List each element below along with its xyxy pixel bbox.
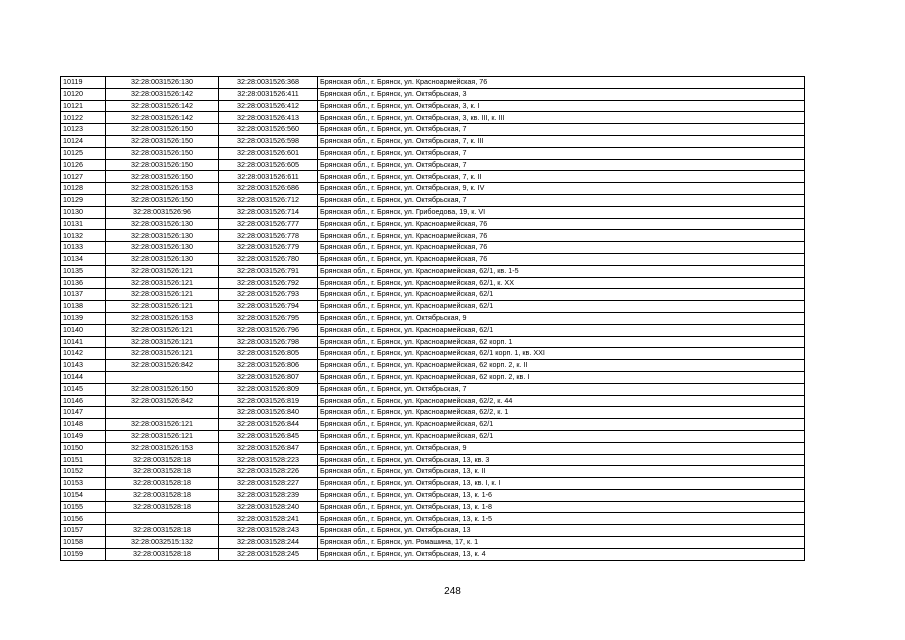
cell-object-cadastral-number: 32:28:0031526:798 [219,336,318,348]
cell-address: Брянская обл., г. Брянск, ул. Красноармейская, 62/1 [318,301,805,313]
cell-object-cadastral-number: 32:28:0031528:245 [219,548,318,560]
cell-object-cadastral-number: 32:28:0031526:819 [219,395,318,407]
cell-object-cadastral-number: 32:28:0031526:712 [219,194,318,206]
cell-object-cadastral-number: 32:28:0031528:241 [219,513,318,525]
table-row [61,230,805,242]
cell-row-number: 10143 [61,360,106,372]
cell-row-number: 10142 [61,348,106,360]
cell-quarter-cadastral-number: 32:28:0031528:18 [106,525,219,537]
table-row [61,112,805,124]
registry-table [60,76,805,561]
cell-quarter-cadastral-number [106,407,219,419]
cell-row-number: 10130 [61,206,106,218]
cell-quarter-cadastral-number: 32:28:0031526:121 [106,289,219,301]
cell-quarter-cadastral-number: 32:28:0031526:150 [106,147,219,159]
cell-object-cadastral-number: 32:28:0031528:240 [219,501,318,513]
cell-quarter-cadastral-number: 32:28:0031526:153 [106,312,219,324]
table-row [61,124,805,136]
table-row [61,454,805,466]
cell-object-cadastral-number: 32:28:0031526:795 [219,312,318,324]
cell-quarter-cadastral-number: 32:28:0031526:121 [106,336,219,348]
cell-object-cadastral-number: 32:28:0031526:560 [219,124,318,136]
cell-address: Брянская обл., г. Брянск, ул. Октябрьская, 13, к. 1-8 [318,501,805,513]
cell-row-number: 10133 [61,242,106,254]
cell-object-cadastral-number: 32:28:0031528:223 [219,454,318,466]
table-row [61,548,805,560]
cell-row-number: 10146 [61,395,106,407]
cell-row-number: 10134 [61,253,106,265]
cell-address: Брянская обл., г. Брянск, ул. Октябрьская, 13, к. 1-6 [318,489,805,501]
table-row [61,371,805,383]
cell-row-number: 10145 [61,383,106,395]
cell-address: Брянская обл., г. Брянск, ул. Октябрьская, 3 [318,88,805,100]
cell-row-number: 10137 [61,289,106,301]
cell-row-number: 10119 [61,77,106,89]
cell-address: Брянская обл., г. Брянск, ул. Красноармейская, 62 корп. 1 [318,336,805,348]
cell-quarter-cadastral-number: 32:28:0031528:18 [106,489,219,501]
table-row [61,407,805,419]
cell-row-number: 10159 [61,548,106,560]
cell-row-number: 10141 [61,336,106,348]
registry-table-body [61,77,805,561]
cell-row-number: 10156 [61,513,106,525]
cell-address: Брянская обл., г. Брянск, ул. Октябрьская, 9 [318,442,805,454]
table-row [61,277,805,289]
cell-object-cadastral-number: 32:28:0031526:777 [219,218,318,230]
cell-row-number: 10154 [61,489,106,501]
cell-quarter-cadastral-number: 32:28:0031526:150 [106,124,219,136]
cell-quarter-cadastral-number: 32:28:0031526:150 [106,159,219,171]
cell-object-cadastral-number: 32:28:0031526:412 [219,100,318,112]
table-row [61,537,805,549]
cell-object-cadastral-number: 32:28:0031526:605 [219,159,318,171]
cell-address: Брянская обл., г. Брянск, ул. Красноармейская, 62/2, к. 1 [318,407,805,419]
cell-quarter-cadastral-number: 32:28:0031526:121 [106,324,219,336]
cell-address: Брянская обл., г. Брянск, ул. Октябрьская, 13, к. II [318,466,805,478]
cell-quarter-cadastral-number: 32:28:0032515:132 [106,537,219,549]
cell-object-cadastral-number: 32:28:0031528:243 [219,525,318,537]
cell-address: Брянская обл., г. Брянск, ул. Октябрьская, 7, к. III [318,135,805,147]
cell-address: Брянская обл., г. Брянск, ул. Красноармейская, 62/2, к. 44 [318,395,805,407]
table-row [61,147,805,159]
cell-object-cadastral-number: 32:28:0031526:847 [219,442,318,454]
cell-quarter-cadastral-number: 32:28:0031526:130 [106,77,219,89]
cell-object-cadastral-number: 32:28:0031528:227 [219,478,318,490]
cell-quarter-cadastral-number: 32:28:0031528:18 [106,501,219,513]
table-row [61,159,805,171]
cell-object-cadastral-number: 32:28:0031526:413 [219,112,318,124]
cell-row-number: 10152 [61,466,106,478]
cell-address: Брянская обл., г. Брянск, ул. Грибоедова, 19, к. VI [318,206,805,218]
cell-object-cadastral-number: 32:28:0031526:806 [219,360,318,372]
cell-address: Брянская обл., г. Брянск, ул. Октябрьская, 9 [318,312,805,324]
cell-quarter-cadastral-number: 32:28:0031526:121 [106,265,219,277]
cell-row-number: 10131 [61,218,106,230]
table-row [61,466,805,478]
cell-row-number: 10147 [61,407,106,419]
cell-quarter-cadastral-number: 32:28:0031526:842 [106,360,219,372]
cell-object-cadastral-number: 32:28:0031526:792 [219,277,318,289]
table-row [61,206,805,218]
cell-address: Брянская обл., г. Брянск, ул. Красноармейская, 62/1 [318,430,805,442]
cell-object-cadastral-number: 32:28:0031526:714 [219,206,318,218]
cell-object-cadastral-number: 32:28:0031526:686 [219,183,318,195]
cell-quarter-cadastral-number: 32:28:0031526:150 [106,135,219,147]
cell-object-cadastral-number: 32:28:0031526:778 [219,230,318,242]
cell-quarter-cadastral-number: 32:28:0031526:130 [106,218,219,230]
cell-row-number: 10126 [61,159,106,171]
cell-address: Брянская обл., г. Брянск, ул. Октябрьская, 7 [318,159,805,171]
table-row [61,265,805,277]
table-row [61,324,805,336]
cell-quarter-cadastral-number: 32:28:0031526:842 [106,395,219,407]
table-row [61,336,805,348]
cell-address: Брянская обл., г. Брянск, ул. Октябрьская, 13, кв. 3 [318,454,805,466]
cell-address: Брянская обл., г. Брянск, ул. Красноармейская, 76 [318,230,805,242]
cell-quarter-cadastral-number: 32:28:0031528:18 [106,478,219,490]
table-row [61,489,805,501]
table-row [61,135,805,147]
cell-quarter-cadastral-number: 32:28:0031526:153 [106,183,219,195]
cell-address: Брянская обл., г. Брянск, ул. Красноармейская, 76 [318,218,805,230]
cell-quarter-cadastral-number: 32:28:0031526:142 [106,88,219,100]
cell-object-cadastral-number: 32:28:0031528:226 [219,466,318,478]
cell-address: Брянская обл., г. Брянск, ул. Октябрьская, 3, к. I [318,100,805,112]
cell-object-cadastral-number: 32:28:0031526:780 [219,253,318,265]
table-row [61,312,805,324]
cell-address: Брянская обл., г. Брянск, ул. Октябрьская, 13 [318,525,805,537]
cell-quarter-cadastral-number: 32:28:0031526:150 [106,171,219,183]
table-row [61,289,805,301]
cell-row-number: 10124 [61,135,106,147]
table-row [61,478,805,490]
cell-row-number: 10136 [61,277,106,289]
cell-row-number: 10153 [61,478,106,490]
table-row [61,442,805,454]
cell-quarter-cadastral-number: 32:28:0031526:150 [106,194,219,206]
cell-address: Брянская обл., г. Брянск, ул. Ромашина, 17, к. 1 [318,537,805,549]
cell-row-number: 10132 [61,230,106,242]
table-row [61,88,805,100]
cell-row-number: 10151 [61,454,106,466]
table-row [61,383,805,395]
cell-address: Брянская обл., г. Брянск, ул. Октябрьская, 3, кв. III, к. III [318,112,805,124]
cell-quarter-cadastral-number: 32:28:0031526:153 [106,442,219,454]
cell-address: Брянская обл., г. Брянск, ул. Красноармейская, 76 [318,242,805,254]
cell-address: Брянская обл., г. Брянск, ул. Красноармейская, 62/1 корп. 1, кв. XXI [318,348,805,360]
cell-row-number: 10129 [61,194,106,206]
cell-row-number: 10140 [61,324,106,336]
cell-quarter-cadastral-number: 32:28:0031526:142 [106,112,219,124]
cell-address: Брянская обл., г. Брянск, ул. Красноармейская, 62 корп. 2, к. II [318,360,805,372]
cell-object-cadastral-number: 32:28:0031526:611 [219,171,318,183]
cell-row-number: 10125 [61,147,106,159]
cell-quarter-cadastral-number: 32:28:0031526:130 [106,253,219,265]
table-row [61,301,805,313]
cell-object-cadastral-number: 32:28:0031526:791 [219,265,318,277]
cell-row-number: 10149 [61,430,106,442]
cell-quarter-cadastral-number: 32:28:0031526:121 [106,419,219,431]
cell-object-cadastral-number: 32:28:0031528:244 [219,537,318,549]
cell-row-number: 10123 [61,124,106,136]
cell-address: Брянская обл., г. Брянск, ул. Красноармейская, 62/1 [318,419,805,431]
cell-quarter-cadastral-number: 32:28:0031526:130 [106,230,219,242]
cell-quarter-cadastral-number [106,371,219,383]
table-row [61,501,805,513]
cell-row-number: 10135 [61,265,106,277]
cell-address: Брянская обл., г. Брянск, ул. Красноармейская, 62 корп. 2, кв. I [318,371,805,383]
cell-object-cadastral-number: 32:28:0031526:368 [219,77,318,89]
cell-address: Брянская обл., г. Брянск, ул. Красноармейская, 76 [318,77,805,89]
cell-object-cadastral-number: 32:28:0031526:844 [219,419,318,431]
cell-quarter-cadastral-number: 32:28:0031526:121 [106,430,219,442]
cell-row-number: 10120 [61,88,106,100]
cell-address: Брянская обл., г. Брянск, ул. Октябрьская, 7 [318,124,805,136]
cell-object-cadastral-number: 32:28:0031526:794 [219,301,318,313]
cell-row-number: 10157 [61,525,106,537]
cell-address: Брянская обл., г. Брянск, ул. Октябрьская, 13, кв. I, к. I [318,478,805,490]
cell-quarter-cadastral-number: 32:28:0031526:142 [106,100,219,112]
cell-address: Брянская обл., г. Брянск, ул. Красноармейская, 62/1, кв. 1-5 [318,265,805,277]
cell-address: Брянская обл., г. Брянск, ул. Красноармейская, 76 [318,253,805,265]
cell-row-number: 10121 [61,100,106,112]
cell-object-cadastral-number: 32:28:0031526:793 [219,289,318,301]
cell-address: Брянская обл., г. Брянск, ул. Октябрьская, 13, к. 4 [318,548,805,560]
cell-quarter-cadastral-number: 32:28:0031528:18 [106,466,219,478]
cell-object-cadastral-number: 32:28:0031526:598 [219,135,318,147]
cell-object-cadastral-number: 32:28:0031526:845 [219,430,318,442]
cell-address: Брянская обл., г. Брянск, ул. Октябрьская, 7 [318,383,805,395]
cell-address: Брянская обл., г. Брянск, ул. Красноармейская, 62/1 [318,289,805,301]
table-row [61,395,805,407]
cell-object-cadastral-number: 32:28:0031526:779 [219,242,318,254]
cell-object-cadastral-number: 32:28:0031526:411 [219,88,318,100]
cell-address: Брянская обл., г. Брянск, ул. Октябрьская, 7 [318,194,805,206]
cell-address: Брянская обл., г. Брянск, ул. Октябрьская, 9, к. IV [318,183,805,195]
table-row [61,513,805,525]
cell-quarter-cadastral-number: 32:28:0031528:18 [106,548,219,560]
cell-row-number: 10122 [61,112,106,124]
cell-address: Брянская обл., г. Брянск, ул. Красноармейская, 62/1 [318,324,805,336]
cell-row-number: 10150 [61,442,106,454]
cell-quarter-cadastral-number: 32:28:0031526:121 [106,301,219,313]
cell-quarter-cadastral-number: 32:28:0031526:130 [106,242,219,254]
table-row [61,77,805,89]
cell-address: Брянская обл., г. Брянск, ул. Октябрьская, 7, к. II [318,171,805,183]
cell-object-cadastral-number: 32:28:0031526:601 [219,147,318,159]
table-row [61,430,805,442]
table-row [61,360,805,372]
cell-object-cadastral-number: 32:28:0031526:807 [219,371,318,383]
cell-quarter-cadastral-number: 32:28:0031526:121 [106,277,219,289]
table-row [61,348,805,360]
cell-quarter-cadastral-number: 32:28:0031526:121 [106,348,219,360]
cell-row-number: 10139 [61,312,106,324]
cell-quarter-cadastral-number [106,513,219,525]
cell-object-cadastral-number: 32:28:0031526:809 [219,383,318,395]
cell-object-cadastral-number: 32:28:0031528:239 [219,489,318,501]
cell-address: Брянская обл., г. Брянск, ул. Октябрьская, 13, к. 1-5 [318,513,805,525]
cell-row-number: 10127 [61,171,106,183]
cell-row-number: 10144 [61,371,106,383]
cell-address: Брянская обл., г. Брянск, ул. Октябрьская, 7 [318,147,805,159]
cell-row-number: 10148 [61,419,106,431]
table-row [61,171,805,183]
page-number: 248 [444,586,461,597]
table-row [61,525,805,537]
cell-quarter-cadastral-number: 32:28:0031526:96 [106,206,219,218]
table-row [61,253,805,265]
cell-row-number: 10158 [61,537,106,549]
table-row [61,194,805,206]
table-row [61,419,805,431]
cell-object-cadastral-number: 32:28:0031526:796 [219,324,318,336]
cell-address: Брянская обл., г. Брянск, ул. Красноармейская, 62/1, к. XX [318,277,805,289]
table-row [61,218,805,230]
cell-row-number: 10155 [61,501,106,513]
cell-quarter-cadastral-number: 32:28:0031528:18 [106,454,219,466]
table-row [61,242,805,254]
table-row [61,183,805,195]
cell-row-number: 10128 [61,183,106,195]
cell-quarter-cadastral-number: 32:28:0031526:150 [106,383,219,395]
cell-row-number: 10138 [61,301,106,313]
table-row [61,100,805,112]
cell-object-cadastral-number: 32:28:0031526:805 [219,348,318,360]
cell-object-cadastral-number: 32:28:0031526:840 [219,407,318,419]
